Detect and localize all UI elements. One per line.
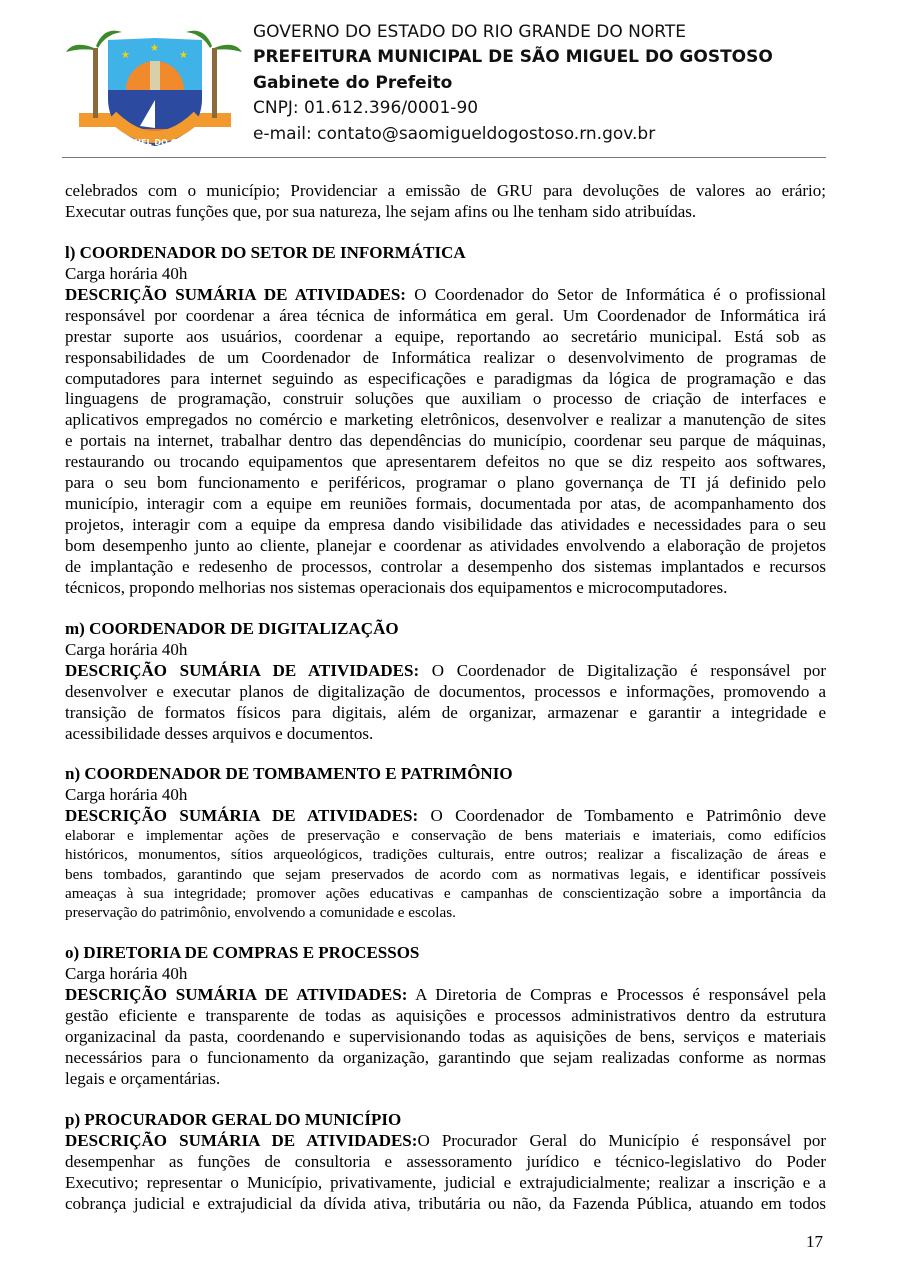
description-line: Executivo; representar o Município, privativamente, judicial e extrajudicialmente; realizar a inscrição e a [65,1172,826,1192]
svg-text:★: ★ [179,50,188,61]
section-gap [65,222,826,242]
description-line [65,805,826,826]
description-line: desenvolver e executar planos de digitalização de documentos, processos e informações, promovendo a [65,681,826,701]
description-label: DESCRIÇÃO SUMÁRIA DE ATIVIDADES: [65,1130,418,1150]
svg-text:★: ★ [150,43,159,54]
section-heading: m) COORDENADOR DE DIGITALIZAÇÃO [65,618,399,638]
intro-line: Executar outras funções que, por sua natureza, lhe sejam afins ou lhe tenham sido atribuídas. [65,201,697,221]
section-heading: l) COORDENADOR DO SETOR DE INFORMÁTICA [65,242,466,262]
intro-line: celebrados com o município; Providenciar a emissão de GRU para devoluções de valores ao erário; [65,181,826,200]
svg-text:★: ★ [121,50,130,61]
description-line: município, interagir com a equipe em reuniões formais, documentada por atas, de acompanhamento dos [65,494,826,514]
description-line: para o seu bom funcionamento e periféricos, programar o plano governança de TI já definido pelo [65,473,826,493]
description-line: de implantação e redesenho de processos, controlar a desempenho dos sistemas implantados e recursos [65,556,826,576]
description-line [65,1130,826,1151]
description-line: elaborar e implementar ações de preservação e conservação de bens materiais e imateriais, como edifícios [65,827,826,845]
page-number: 17 [806,1232,823,1251]
office-line: Gabinete do Prefeito [253,72,453,93]
section-heading: n) COORDENADOR DE TOMBAMENTO E PATRIMÔNIO [65,764,513,784]
description-line: bom desempenho junto ao cliente, planejar e coordenar as atividades envolvendo a elaboração de projetos [65,536,826,555]
description-line: acessibilidade desses arquivos e documentos. [65,723,374,743]
cnpj-line: CNPJ: 01.612.396/0001-90 [253,98,479,119]
description-line: transição de formatos físicos para digitais, além de organizar, armazenar e garantir a integridade e [65,702,826,722]
description-line: organizacinal da pasta, coordenando e supervisionando todas as aquisições de bens, serviços e materiais [65,1026,826,1046]
description-text: O Coordenador de Digitalização é responsável por [419,660,826,680]
description-label: DESCRIÇÃO SUMÁRIA DE ATIVIDADES: [65,284,406,304]
description-line: e portais na internet, trabalhar dentro das dependências do município, coordenar seu parque de máquinas, [65,431,826,451]
working-hours: Carga horária 40h [65,639,188,659]
description-text: A Diretoria de Compras e Processos é responsável pela [407,985,826,1005]
description-line [65,284,826,305]
description-line: ameaças à sua integridade; promover ações educativas e campanhas de conscientização sobre a importância da [65,884,826,902]
description-label: DESCRIÇÃO SUMÁRIA DE ATIVIDADES: [65,660,420,680]
header-divider [62,157,826,158]
description-line: aplicativos empregados no comércio e marketing eletrônicos, desenvolver e realizar a manutenção de sites [65,410,826,430]
job-section [65,763,826,922]
description-line: computadores para internet seguindo as especificações e paradigmas da lógica de programação e das [65,368,826,388]
letterhead [253,20,773,147]
job-section [65,942,826,1089]
description-line: preservação do patrimônio, envolvendo a comunidade e escolas. [65,904,456,921]
description-text: O Coordenador de Tombamento e Patrimônio deve [418,806,826,826]
municipality-line: PREFEITURA MUNICIPAL DE SÃO MIGUEL DO GOSTOSO [253,47,773,68]
working-hours: Carga horária 40h [65,263,188,283]
municipal-coat-of-arms-logo [64,18,246,156]
job-section [65,1109,826,1214]
description-line: legais e orçamentárias. [65,1068,221,1088]
section-heading: p) PROCURADOR GERAL DO MUNICÍPIO [65,1109,402,1129]
description-label: DESCRIÇÃO SUMÁRIA DE ATIVIDADES: [65,806,419,826]
email-line: e-mail: contato@saomigueldogostoso.rn.gov.br [253,123,656,144]
description-label: DESCRIÇÃO SUMÁRIA DE ATIVIDADES: [65,985,408,1005]
description-line: restaurando ou trocando equipamentos que apresentarem defeitos no que se diz respeito aos softwares, [65,452,826,472]
logo-text: SÃO MIGUEL DO GOSTOSO [95,138,215,147]
description-text: O Coordenador do Setor de Informática é o profissional [405,284,826,304]
state-government-line: GOVERNO DO ESTADO DO RIO GRANDE DO NORTE [253,22,686,42]
working-hours: Carga horária 40h [65,785,188,805]
description-line: desempenhar as funções de consultoria e assessoramento jurídico e técnico-legislativo do Poder [65,1151,826,1171]
description-line: responsabilidades de um Coordenador de Informática realizar o desenvolvimento de programas de [65,347,826,367]
section-heading: o) DIRETORIA DE COMPRAS E PROCESSOS [65,943,420,963]
description-text: O Procurador Geral do Município é responsável por [417,1130,826,1150]
job-section [65,618,826,744]
job-section [65,242,826,598]
section-gap [65,922,826,942]
description-line: linguagens de programação, construir soluções que auxiliam o processo de criação de interfaces e [65,389,826,409]
description-line: técnicos, propondo melhorias nos sistemas operacionais dos equipamentos e microcomputadores. [65,577,728,597]
description-line: projetos, interagir com a equipe da empresa dando visibilidade das atividades e necessidades para o seu [65,515,826,535]
document-body [65,180,826,1213]
section-gap [65,1089,826,1109]
description-line: históricos, monumentos, sítios arqueológicos, tradições culturais, entre outros; realizar a fiscalização de áreas e [65,846,826,864]
description-line: cobrança judicial e extrajudicial da dívida ativa, tributária ou não, da Fazenda Pública, atuando em todos [65,1193,826,1213]
description-line: gestão eficiente e transparente de todas as aquisições e processos administrativos dentro da estrutura [65,1006,826,1025]
working-hours: Carga horária 40h [65,964,188,984]
description-line [65,660,826,681]
description-line: bens tombados, garantindo que sejam preservados de acordo com as normativas legais, e identificar possíveis [65,865,826,883]
description-line: necessários para o funcionamento da organização, garantindo que sejam realizadas conforme as normas [65,1047,826,1067]
description-line: prestar suporte aos usuários, coordenar a equipe, reportando ao secretário municipal. Está sob as [65,326,826,346]
description-line: responsável por coordenar a área técnica de informática em geral. Um Coordenador de Informática irá [65,305,826,325]
section-gap [65,598,826,618]
description-line [65,984,826,1005]
section-gap [65,743,826,763]
